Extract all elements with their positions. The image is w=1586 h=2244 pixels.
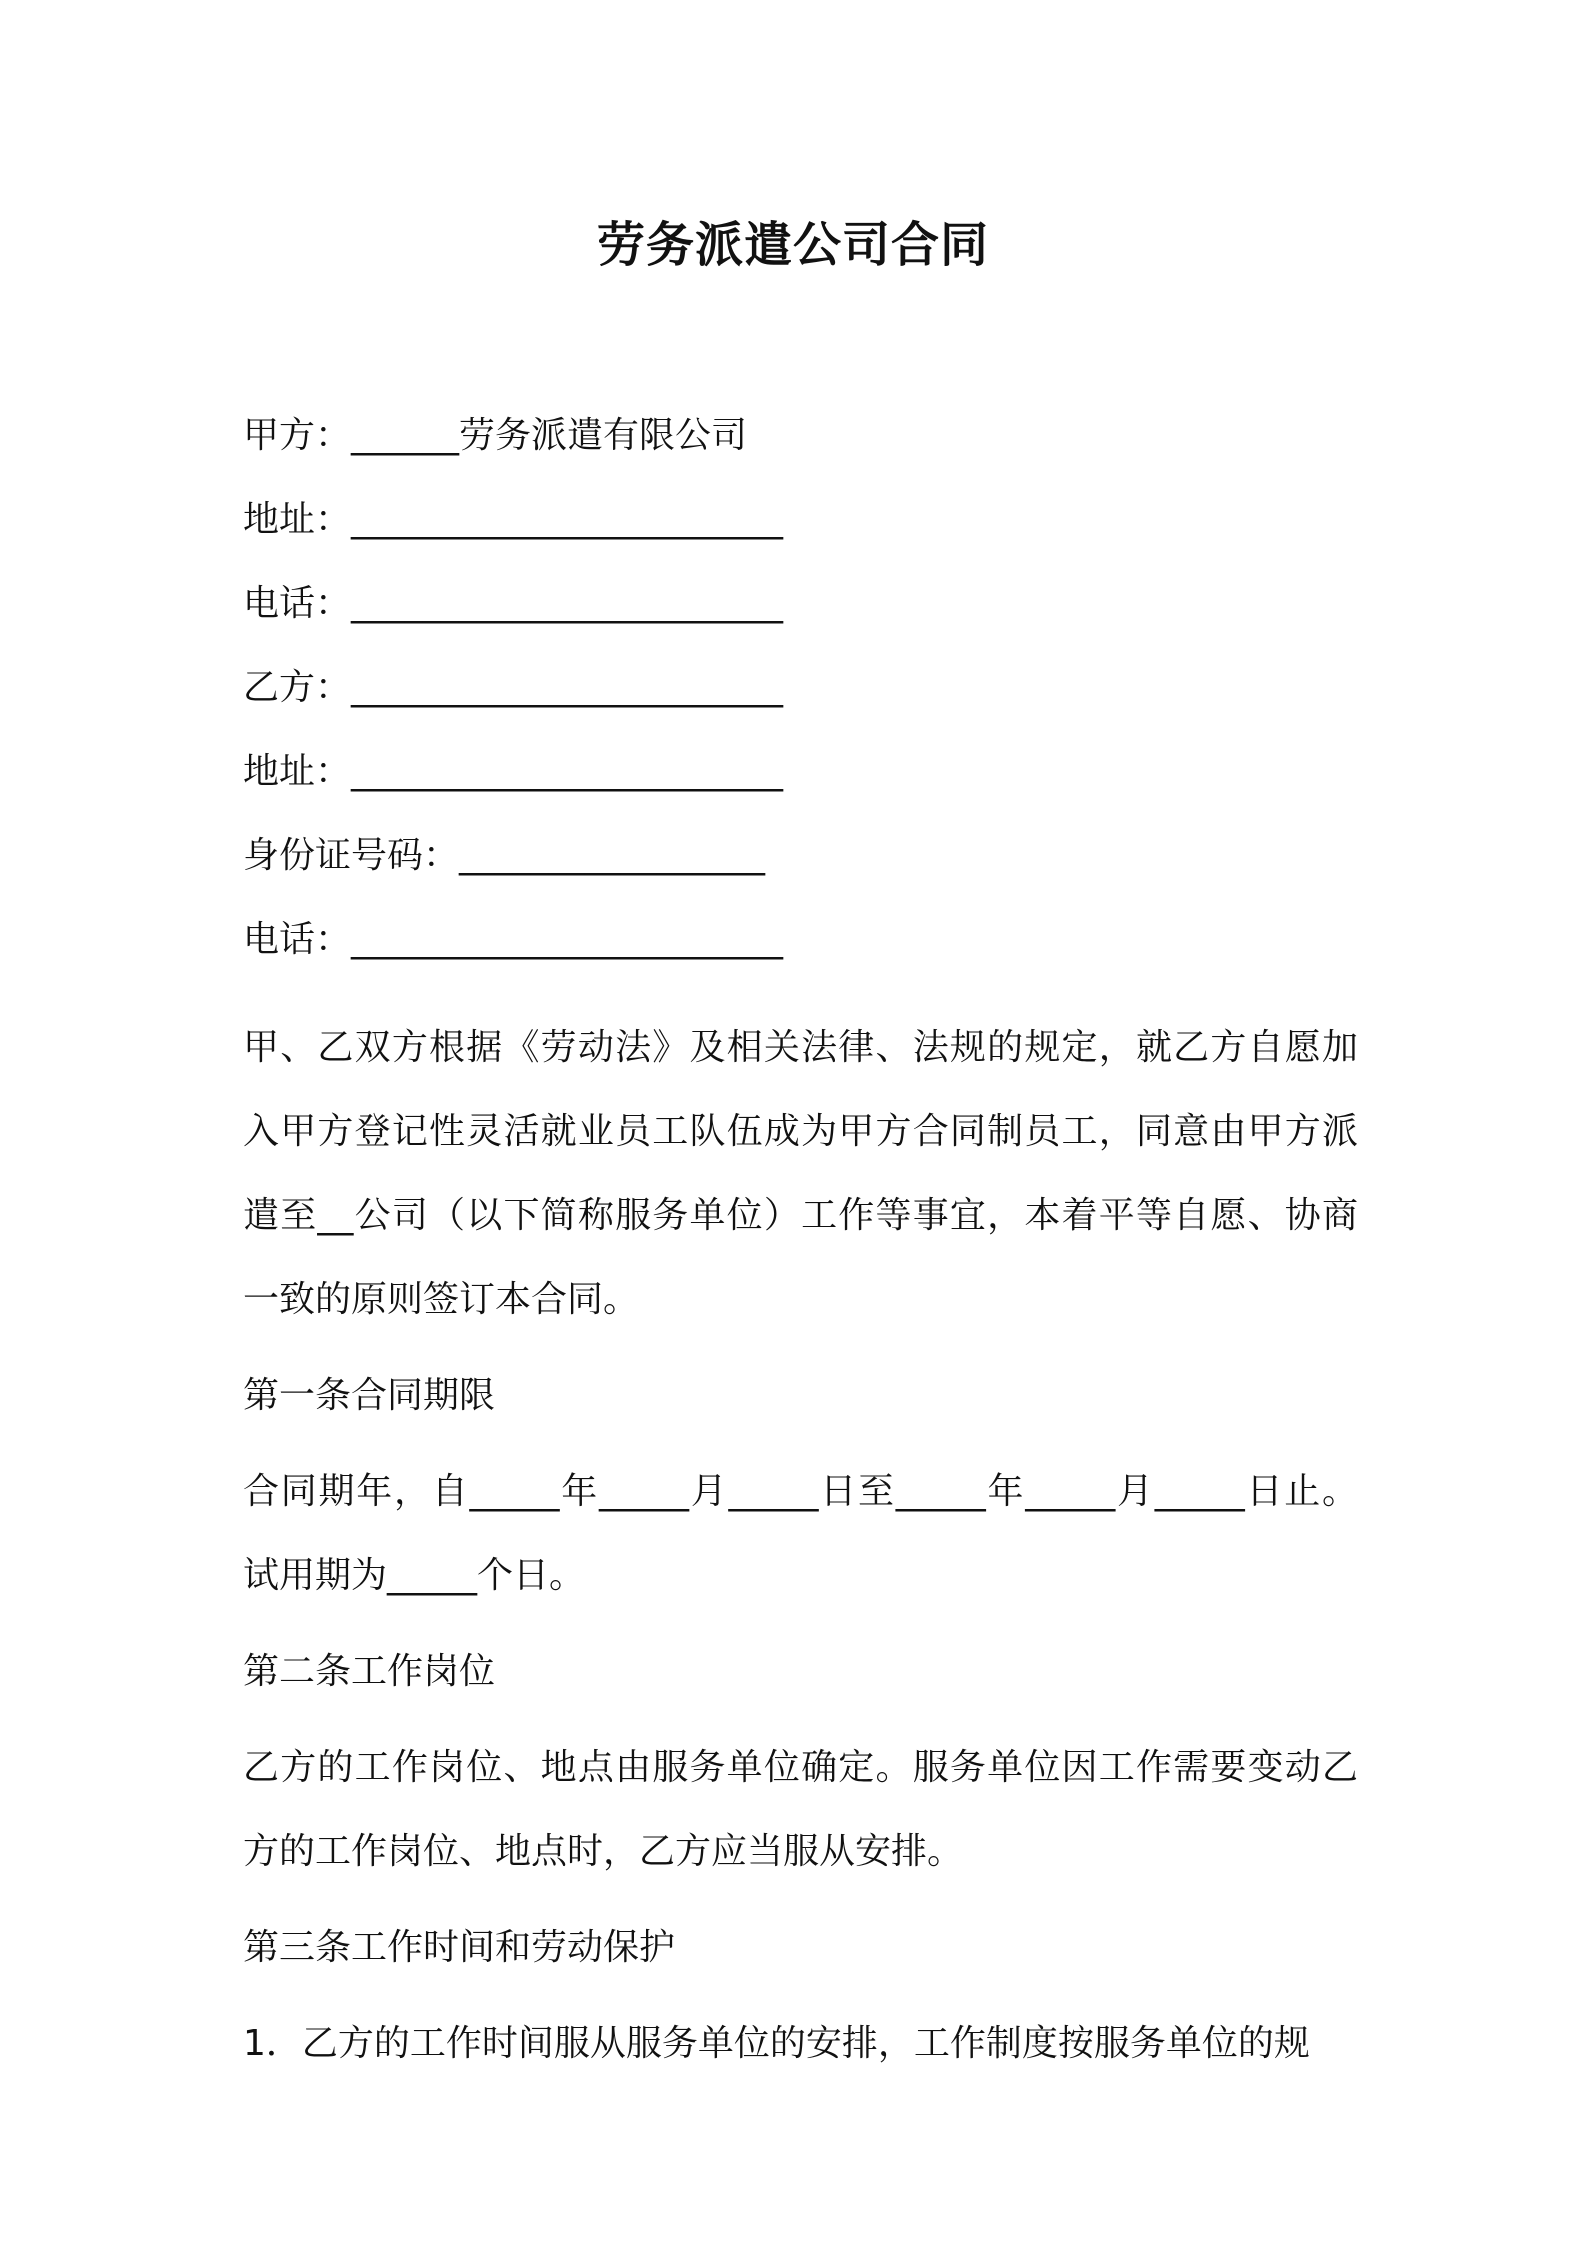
- section-heading-position: 第二条工作岗位: [243, 1651, 496, 1692]
- field-value: ________________________: [351, 919, 784, 960]
- section-heading-term: 第一条合同期限: [243, 1375, 496, 1416]
- party-a-address-field: [243, 490, 1358, 574]
- intro-paragraph: 甲、乙双方根据《劳动法》及相关法律、法规的规定，就乙方自愿加入甲方登记性灵活就业员工队伍成为甲方合同制员工，同意由甲方派遣至__公司（以下简称服务单位）工作等事宜，本着平等自愿、协商一致的原则签订本合同。: [243, 1027, 1358, 1320]
- field-label: 地址：: [243, 751, 352, 792]
- field-label: 电话：: [243, 919, 352, 960]
- document-title: 劳务派遣公司合同: [596, 217, 989, 273]
- section-heading-work-hours: 第三条工作时间和劳动保护: [243, 1927, 676, 1968]
- field-value: ________________________: [351, 499, 784, 540]
- section-body-work-hours: 1．乙方的工作时间服从服务单位的安排，工作制度按服务单位的规: [243, 2023, 1310, 2064]
- field-label: 甲方：: [243, 415, 352, 456]
- field-value: ________________________: [351, 583, 784, 624]
- party-b-name-field: [243, 658, 1358, 742]
- party-b-phone-field: [243, 910, 1358, 994]
- party-a-phone-field: [243, 574, 1358, 658]
- field-label: 身份证号码：: [243, 835, 460, 876]
- field-value: ________________________: [351, 667, 784, 708]
- party-b-id-number-field: [243, 826, 1358, 910]
- field-label: 地址：: [243, 499, 352, 540]
- section-body-term: 合同期年，自_____年_____月_____日至_____年_____月_____日止。试用期为_____个日。: [243, 1471, 1358, 1596]
- section-body-position: 乙方的工作岗位、地点由服务单位确定。服务单位因工作需要变动乙方的工作岗位、地点时，乙方应当服从安排。: [243, 1747, 1358, 1872]
- party-a-name-field: [243, 406, 1358, 490]
- field-label: 乙方：: [243, 667, 352, 708]
- field-value: ________________________: [351, 751, 784, 792]
- field-value: _________________: [459, 835, 766, 876]
- field-label: 电话：: [243, 583, 352, 624]
- document-body: [243, 406, 1358, 2086]
- field-value: ______劳务派遣有限公司: [351, 415, 748, 456]
- party-b-address-field: [243, 742, 1358, 826]
